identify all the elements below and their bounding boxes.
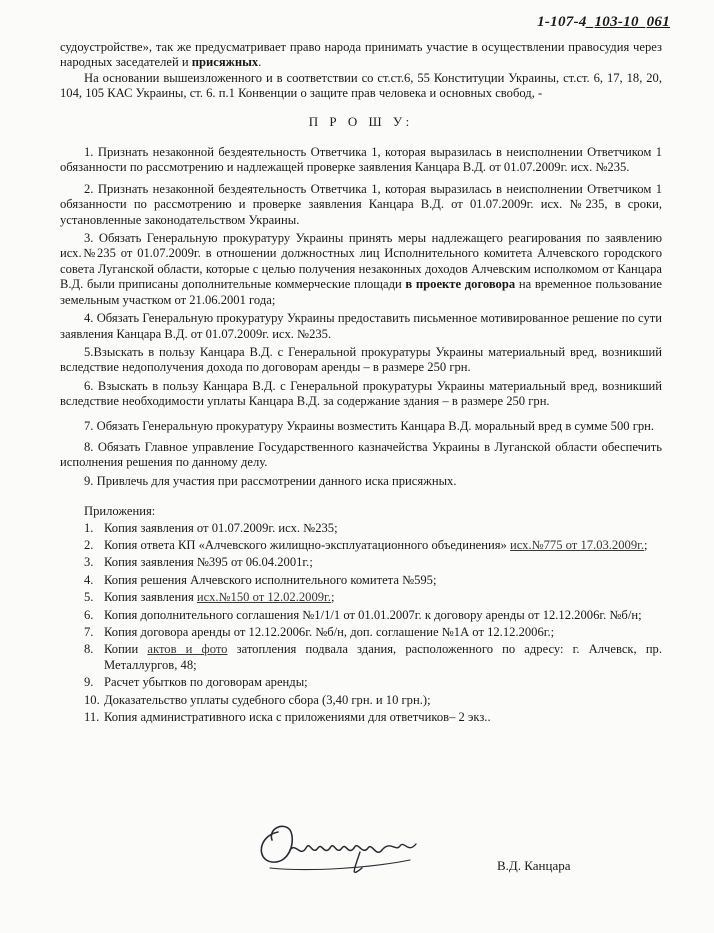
section-title: П Р О Ш У: bbox=[308, 113, 414, 129]
attachment-number: 11. bbox=[84, 710, 100, 725]
attachment-text: Копия административного иска с приложениями для ответчиков– 2 экз.. bbox=[104, 710, 491, 725]
request-3-end: на временное пользование земельным участком от 21.06.2001 года; bbox=[60, 277, 662, 307]
attachments-list bbox=[60, 521, 662, 726]
attachment-text: Копия ответа КП «Алчевского жилищно-эксплуатационного объединения» bbox=[104, 537, 510, 552]
attachment-end: ; bbox=[330, 590, 335, 605]
attachment-link[interactable]: актов и фото bbox=[147, 642, 228, 657]
attachment-end: ; bbox=[644, 537, 648, 552]
attachment-item bbox=[60, 538, 662, 553]
document-body bbox=[60, 40, 662, 727]
attachment-number: 7. bbox=[84, 625, 94, 639]
request-9: 9. Привлечь для участия при рассмотрении данного иска присяжных. bbox=[84, 473, 457, 488]
attachment-text: Копия заявления bbox=[104, 590, 197, 605]
request-3 bbox=[60, 231, 662, 308]
attachment-item bbox=[60, 555, 662, 570]
doc-id-mid: 103-10 bbox=[594, 14, 639, 30]
basis-paragraph: На основании вышеизложенного и в соответствии со ст.ст.6, 55 Конституции Украины, ст.ст. 6, 17, 18, 20, 104, 105 КАС Украины, ст. 6. п.1 Конвенции о защите прав человека и основных свобод, - bbox=[60, 70, 662, 101]
attachment-number: 6. bbox=[84, 607, 94, 622]
attachment-number: 8. bbox=[84, 642, 94, 657]
doc-id-right: 061 bbox=[646, 14, 670, 30]
request-3-bold: в проекте договора bbox=[405, 277, 516, 292]
attachment-number: 3. bbox=[84, 555, 94, 570]
attachment-item bbox=[60, 608, 662, 623]
request-8: 8. Обязать Главное управление Государственного казначейства Украины в Луганской области обеспечить исполнения решения по данному делу. bbox=[60, 439, 662, 470]
attachment-text: Доказательство уплаты судебного сбора (3,40 грн. и 10 грн.); bbox=[104, 692, 431, 707]
intro-bold-text: присяжных bbox=[191, 55, 259, 70]
attachment-text: Копия решения Алчевского исполнительного комитета №595; bbox=[104, 572, 437, 587]
request-5: 5.Взыскать в пользу Канцара В.Д. с Генеральной прокуратуры Украины материальный вред, возникший вследствие недополучения дохода по договорам аренды – в размере 250 грн. bbox=[60, 344, 662, 375]
request-3-text: 3. Обязать Генеральную прокуратуру Украины принять меры надлежащего реагирования по заявлению исх.№235 от 01.07.2009г. в отношении должностных лиц Исполнительного комитета Алчевского городского совета Луганской области, которые с целью получения незаконных доходов Алчевским исполкомом от Канцара В.Д. были приписаны дополнительные коммерческие площади bbox=[60, 231, 662, 292]
attachment-text: Копия договора аренды от 12.12.2006г. №б/н, доп. соглашение №1А от 12.12.2006г.; bbox=[104, 625, 555, 639]
attachment-number: 5. bbox=[84, 590, 94, 605]
request-4: 4. Обязать Генеральную прокуратуру Украины предоставить письменное мотивированное решение по сути заявления Канцара В.Д. от 01.07.2009г. исх. №235. bbox=[60, 311, 662, 341]
attachment-text: Расчет убытков по договорам аренды; bbox=[104, 675, 308, 690]
document-id bbox=[537, 14, 670, 31]
attachment-item bbox=[60, 521, 662, 536]
attachment-number: 4. bbox=[84, 572, 94, 587]
attachment-item bbox=[60, 675, 662, 690]
request-2: 2. Признать незаконной бездеятельность Ответчика 1, которая выразилась в неисполнении Ответчиком 1 обязанности по рассмотрению и проверке заявления Канцара В.Д. от 01.07.2009г. исх. №235, в сроки, установленные законодательством Украины. bbox=[60, 181, 662, 227]
attachment-text: Копия дополнительного соглашения №1/1/1 от 01.01.2007г. к договору аренды от 12.12.2006г. №б/н; bbox=[104, 607, 642, 622]
attachment-number: 9. bbox=[84, 675, 94, 690]
attachments-heading: Приложения: bbox=[84, 504, 156, 519]
attachment-text: Копия заявления от 01.07.2009г. исх. №235; bbox=[104, 520, 338, 535]
doc-id-sep: _ bbox=[586, 14, 595, 30]
attachment-link[interactable]: исх.№150 от 12.02.2009г. bbox=[196, 590, 331, 605]
signer-name: В.Д. Канцара bbox=[497, 858, 571, 873]
attachment-link[interactable]: исх.№775 от 17.03.2009г. bbox=[510, 537, 645, 552]
attachment-item bbox=[60, 625, 662, 640]
attachment-end: затопления подвала здания, расположенного по адресу: г. Алчевск, пр. Металлургов, 48; bbox=[104, 642, 663, 672]
handwritten-signature-icon bbox=[250, 810, 430, 880]
attachment-text: Копии bbox=[104, 642, 148, 657]
attachment-item bbox=[60, 642, 662, 673]
attachment-number: 10. bbox=[84, 692, 100, 707]
attachment-item bbox=[60, 573, 662, 588]
intro-paragraph bbox=[60, 40, 662, 71]
attachment-item bbox=[60, 590, 662, 605]
attachment-item bbox=[60, 693, 662, 708]
doc-id-left: 1-107-4 bbox=[537, 14, 587, 30]
attachment-item bbox=[60, 710, 662, 725]
request-1: 1. Признать незаконной бездеятельность Ответчика 1, которая выразилась в неисполнении Ответчиком 1 обязанности по рассмотрению и надлежащей проверке заявления Канцара В.Д. от 01.07.2009г. исх. №235. bbox=[60, 145, 662, 175]
intro-end: . bbox=[258, 55, 262, 70]
intro-text: судоустройстве», так же предусматривает право народа принимать участие в осуществлении правосудия через народных заседателей и bbox=[60, 40, 662, 70]
attachment-number: 2. bbox=[84, 537, 94, 552]
doc-id-sep-2: _ bbox=[638, 14, 647, 30]
attachment-number: 1. bbox=[84, 520, 94, 535]
request-7: 7. Обязать Генеральную прокуратуру Украины возместить Канцара В.Д. моральный вред в сумме 500 грн. bbox=[84, 418, 655, 433]
attachment-text: Копия заявления №395 от 06.04.2001г.; bbox=[104, 555, 313, 570]
request-6: 6. Взыскать в пользу Канцара В.Д. с Генеральной прокуратуры Украины материальный вред, возникший вследствие необходимости уплаты Канцара В.Д. за содержание здания – в размере 250 грн. bbox=[60, 378, 662, 409]
